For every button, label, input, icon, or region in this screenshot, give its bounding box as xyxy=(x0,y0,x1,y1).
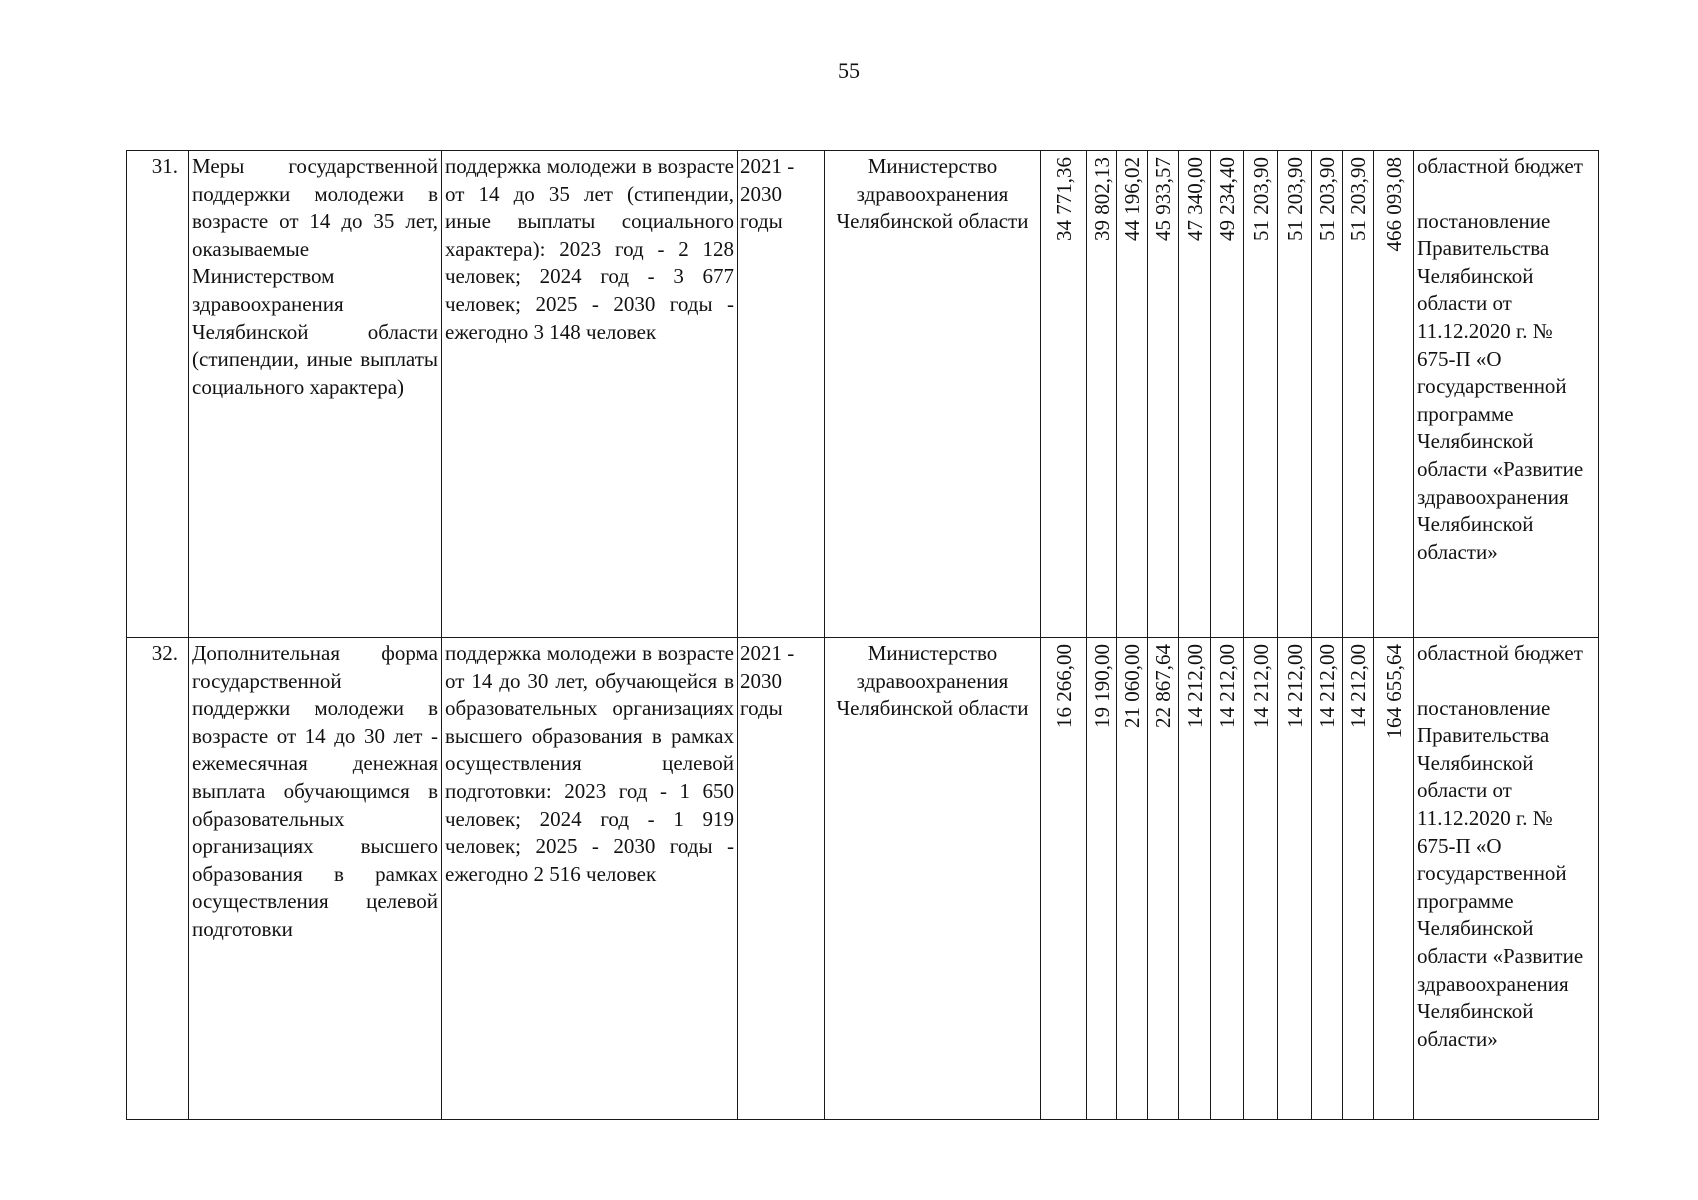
funding-source-budget: областной бюджет xyxy=(1417,641,1583,665)
funding-cell xyxy=(1343,151,1374,638)
funding-value: 14 212,00 xyxy=(1282,644,1307,728)
funding-cell xyxy=(1117,151,1148,638)
funding-cell xyxy=(1179,638,1211,1120)
funding-cell xyxy=(1244,638,1278,1120)
funding-cell xyxy=(1087,638,1117,1120)
funding-value: 49 234,40 xyxy=(1215,157,1239,241)
funding-value: 51 203,90 xyxy=(1315,157,1339,241)
funding-value: 22 867,64 xyxy=(1151,644,1175,728)
legal-act: постановление Правительства Челябинской области от 11.12.2020 г. № 675-П «О государственной программе Челябинской области «Развитие здравоохранения Челябинской области» xyxy=(1417,208,1584,564)
funding-cell xyxy=(1117,638,1148,1120)
funding-value: 39 802,13 xyxy=(1089,157,1114,241)
funding-cell xyxy=(1041,638,1087,1120)
funding-cell xyxy=(1312,151,1343,638)
funding-cell xyxy=(1087,151,1117,638)
funding-value: 14 212,00 xyxy=(1182,644,1207,728)
funding-value: 21 060,00 xyxy=(1120,644,1144,728)
funding-cell xyxy=(1343,638,1374,1120)
funding-value: 51 203,90 xyxy=(1346,157,1370,241)
implementation-period: 2021 - 2030 годы xyxy=(738,151,825,638)
funding-cell xyxy=(1278,151,1312,638)
responsible-executor: Министерство здравоохранения Челябинской области xyxy=(825,151,1041,638)
funding-value: 19 190,00 xyxy=(1089,644,1114,728)
table-row xyxy=(127,638,1599,1120)
funding-cell xyxy=(1148,151,1179,638)
funding-value: 51 203,90 xyxy=(1282,157,1307,241)
funding-source xyxy=(1414,151,1599,638)
funding-total-cell xyxy=(1374,638,1414,1120)
funding-cell xyxy=(1041,151,1087,638)
row-number: 32. xyxy=(127,638,189,1120)
funding-source-budget: областной бюджет xyxy=(1417,154,1583,178)
funding-value: 14 212,00 xyxy=(1215,644,1239,728)
funding-cell xyxy=(1148,638,1179,1120)
legal-act: постановление Правительства Челябинской области от 11.12.2020 г. № 675-П «О государственной программе Челябинской области «Развитие здравоохранения Челябинской области» xyxy=(1417,695,1584,1051)
funding-cell xyxy=(1278,638,1312,1120)
funding-value: 16 266,00 xyxy=(1051,644,1076,728)
program-measures-table xyxy=(126,150,1599,1120)
funding-cell xyxy=(1179,151,1211,638)
funding-cell xyxy=(1211,151,1244,638)
funding-value: 14 212,00 xyxy=(1248,644,1273,728)
funding-value: 34 771,36 xyxy=(1051,157,1076,241)
funding-cell xyxy=(1211,638,1244,1120)
funding-value: 51 203,90 xyxy=(1248,157,1273,241)
page-number: 55 xyxy=(838,58,860,83)
measure-description: поддержка молодежи в возрасте от 14 до 30 лет, обучающейся в образовательных организациях высшего образования в рамках осуществления целевой подготовки: 2023 год - 1 650 человек; 2024 год - 1 919 человек; 2025 - 2030 годы - ежегодно 2 516 человек xyxy=(442,638,738,1120)
funding-cell xyxy=(1312,638,1343,1120)
table-row xyxy=(127,151,1599,638)
funding-value: 44 196,02 xyxy=(1120,157,1144,241)
measure-name: Меры государственной поддержки молодежи в возрасте от 14 до 35 лет, оказываемые Министерством здравоохранения Челябинской области (стипендии, иные выплаты социального характера) xyxy=(189,151,442,638)
funding-cell xyxy=(1244,151,1278,638)
funding-value: 14 212,00 xyxy=(1315,644,1339,728)
responsible-executor: Министерство здравоохранения Челябинской области xyxy=(825,638,1041,1120)
implementation-period: 2021 - 2030 годы xyxy=(738,638,825,1120)
measure-description: поддержка молодежи в возрасте от 14 до 35 лет (стипендии, иные выплаты социального характера): 2023 год - 2 128 человек; 2024 год - 3 677 человек; 2025 - 2030 годы - ежегодно 3 148 человек xyxy=(442,151,738,638)
funding-value: 45 933,57 xyxy=(1151,157,1175,241)
row-number: 31. xyxy=(127,151,189,638)
funding-source xyxy=(1414,638,1599,1120)
funding-total: 164 655,64 xyxy=(1381,644,1406,739)
funding-value: 47 340,00 xyxy=(1182,157,1207,241)
funding-total: 466 093,08 xyxy=(1381,157,1406,252)
funding-total-cell xyxy=(1374,151,1414,638)
measure-name: Дополнительная форма государственной поддержки молодежи в возрасте от 14 до 30 лет - ежемесячная денежная выплата обучающимся в образовательных организациях высшего образования в рамках осуществления целевой подготовки xyxy=(189,638,442,1120)
funding-value: 14 212,00 xyxy=(1346,644,1370,728)
